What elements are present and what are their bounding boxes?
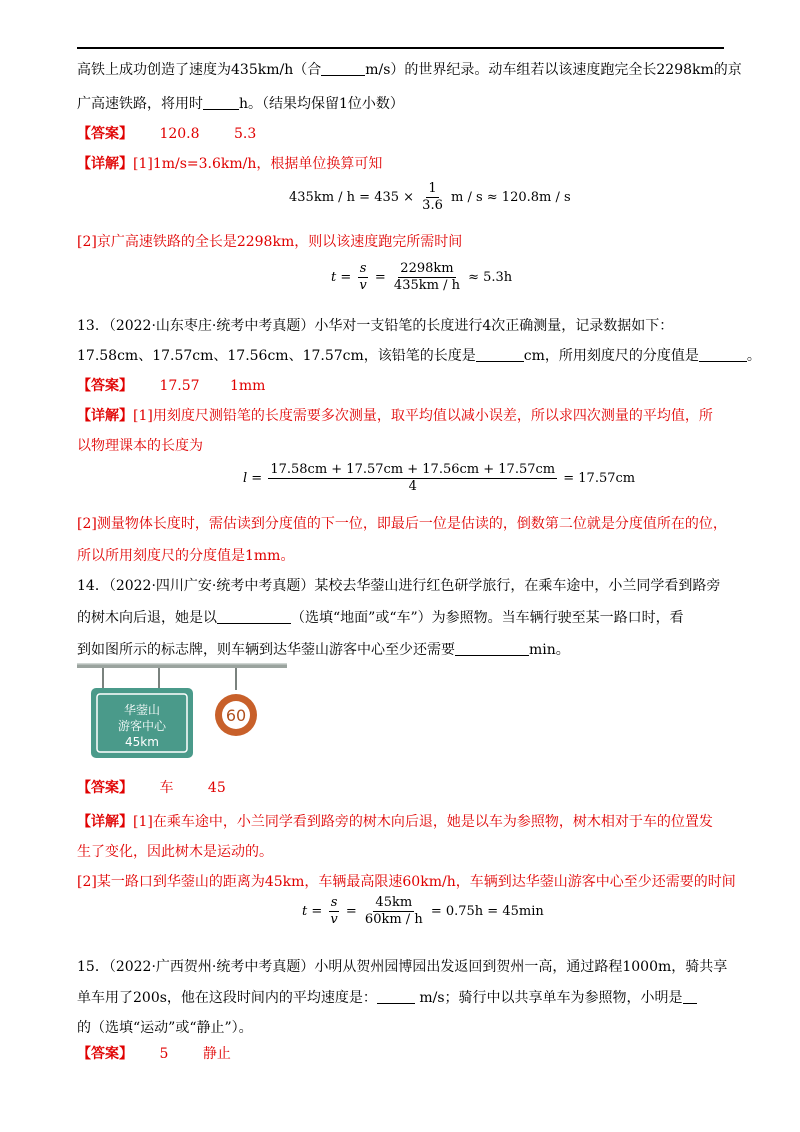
answer-value: 120.8 xyxy=(159,126,200,142)
q12-line1: 高铁上成功创造了速度为435km/h（合 m/s）的世界纪录。动车组若以该速度跑完全长2298km的京 xyxy=(77,62,742,78)
q14-detail2: [2]某一路口到华蓥山的距离为45km，车辆最高限速60km/h，车辆到达华蓥山游客中心至少还需要的时间 xyxy=(77,874,736,890)
blank xyxy=(455,641,529,656)
q14-answer: 【答案】 车 45 xyxy=(77,780,226,796)
q13-line2: 17.58cm、17.57cm、17.56cm、17.57cm，该铅笔的长度是 cm，所用刻度尺的分度值是 。 xyxy=(77,348,761,364)
q12-detail2: [2]京广高速铁路的全长是2298km，则以该速度跑完所需时间 xyxy=(77,234,463,250)
header-rule xyxy=(77,47,724,49)
answer-value: 车 xyxy=(159,780,174,796)
answer-value: 1mm xyxy=(230,378,266,394)
sign-text-line2: 游客中心 xyxy=(117,719,167,733)
q12-detail1: 【详解】[1]1m/s=3.6km/h，根据单位换算可知 xyxy=(77,156,383,172)
blank xyxy=(203,95,239,110)
q13-detail2b: 所以所用刻度尺的分度值是1mm。 xyxy=(77,548,295,564)
sign-text-line3: 45km xyxy=(125,735,159,749)
q13-detail1: 【详解】[1]用刻度尺测铅笔的长度需要多次测量，取平均值以减小误差，所以求四次测量的平均值，所 xyxy=(77,408,713,424)
answer-value: 17.57 xyxy=(159,378,200,394)
q15-answer: 【答案】 5 静止 xyxy=(77,1046,231,1062)
answer-value: 45 xyxy=(207,780,226,796)
q14-equation: t = $\frac{s}{v}$ = $\frac{45km}{60km / h}$ = 0.75h = 45min xyxy=(302,895,544,927)
answer-value: 静止 xyxy=(202,1046,231,1062)
q12-line2: 广高速铁路，将用时 h。（结果均保留1位小数） xyxy=(77,96,404,112)
q12-equation1: 435km / h = 435 × $\frac{1}{3.6}$ m / s ≈ 120.8m / s xyxy=(289,181,571,213)
q13-line1: 13．（2022·山东枣庄·统考中考真题）小华对一支铅笔的长度进行4次正确测量，记录数据如下： xyxy=(77,318,674,334)
q14-line3: 到如图所示的标志牌，则车辆到达华蓥山游客中心至少还需要 min。 xyxy=(77,642,570,658)
blank xyxy=(321,61,365,76)
speed-limit-value: 60 xyxy=(225,706,247,725)
q15-line3: 的（选填“运动”或“静止”）。 xyxy=(77,1020,253,1036)
sign-text-line1: 华蓥山 xyxy=(123,703,161,717)
q15-line1: 15．（2022·广西贺州·统考中考真题）小明从贺州园博园出发返回到贺州一高，通过路程1000m，骑共享 xyxy=(77,959,728,975)
q14-line2: 的树木向后退，她是以 （选填“地面”或“车”）为参照物。当车辆行驶至某一路口时，看 xyxy=(77,610,684,626)
q14-detail1b: 生了变化，因此树木是运动的。 xyxy=(77,844,273,860)
blank xyxy=(217,609,291,624)
q14-line1: 14．（2022·四川广安·统考中考真题）某校去华蓥山进行红色研学旅行，在乘车途中，小兰同学看到路旁 xyxy=(77,578,721,594)
blank xyxy=(699,347,747,362)
blank xyxy=(683,989,697,1004)
q15-line2: 单车用了200s，他在这段时间内的平均速度是： m/s；骑行中以共享单车为参照物，小明是 xyxy=(77,988,697,1008)
q13-detail2: [2]测量物体长度时，需估读到分度值的下一位，即最后一位是估读的，倒数第二位就是分度值所在的位， xyxy=(77,516,727,532)
blank xyxy=(377,989,415,1004)
q13-equation: l = $\frac{17.58cm + 17.57cm + 17.56cm + 17.57cm}{4}$ = 17.57cm xyxy=(243,462,636,494)
road-sign-figure xyxy=(77,660,287,770)
q12-equation2: t = $\frac{s}{v}$ = $\frac{2298km}{435km / h}$ ≈ 5.3h xyxy=(331,261,513,293)
q12-answer: 【答案】 120.8 5.3 xyxy=(77,126,257,142)
answer-value: 5.3 xyxy=(234,126,257,142)
q14-detail1: 【详解】[1]在乘车途中，小兰同学看到路旁的树木向后退，她是以车为参照物，树木相对于车的位置发 xyxy=(77,814,713,830)
q13-answer: 【答案】 17.57 1mm xyxy=(77,378,266,394)
q13-detail1b: 以物理课本的长度为 xyxy=(77,438,203,454)
blank xyxy=(476,347,524,362)
answer-value: 5 xyxy=(159,1046,169,1062)
